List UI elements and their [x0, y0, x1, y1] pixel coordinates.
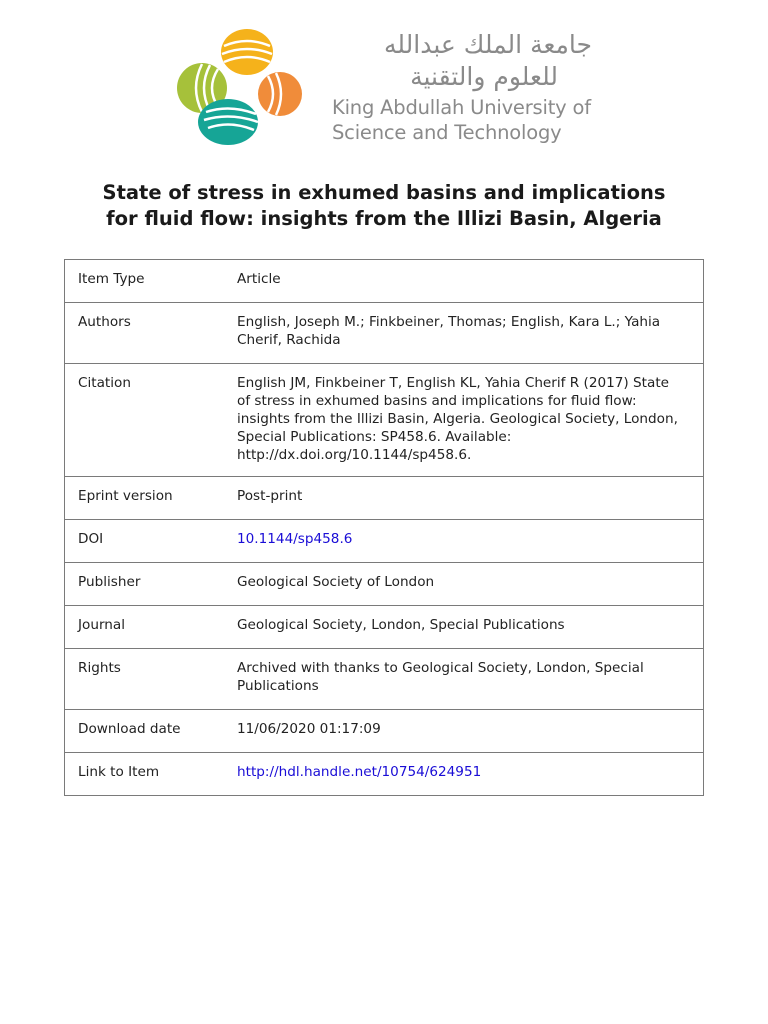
- row-label: Journal: [65, 606, 238, 649]
- table-row: [65, 753, 704, 796]
- arabic-university-name-line-2: للعلوم والتقنية: [410, 62, 558, 91]
- row-label: DOI: [65, 520, 238, 563]
- row-label: Eprint version: [65, 477, 238, 520]
- logo-petal-yellow: [221, 29, 273, 75]
- row-value: Article: [237, 260, 704, 303]
- row-label: Rights: [65, 649, 238, 710]
- row-label: Citation: [65, 364, 238, 477]
- row-value: English JM, Finkbeiner T, English KL, Yahia Cherif R (2017) State of stress in exhumed basins and implications for fluid flow: insights from the Illizi Basin, Algeria. Geological Society, London, Special Publications: SP458.6. Available: http://dx.doi.org/10.1144/sp458.6.: [237, 364, 704, 477]
- row-label: Item Type: [65, 260, 238, 303]
- row-value: Geological Society, London, Special Publications: [237, 606, 704, 649]
- university-name-line-1: King Abdullah University of: [332, 96, 591, 119]
- logo-petal-teal: [198, 99, 258, 145]
- logo-petal-orange: [258, 72, 302, 116]
- row-label: Download date: [65, 710, 238, 753]
- metadata-table: [64, 259, 704, 796]
- table-row: [65, 260, 704, 303]
- item-handle-link[interactable]: http://hdl.handle.net/10754/624951: [237, 764, 482, 780]
- row-value: Post-print: [237, 477, 704, 520]
- table-row: [65, 710, 704, 753]
- row-value: [237, 753, 704, 796]
- row-label: Publisher: [65, 563, 238, 606]
- row-value: Geological Society of London: [237, 563, 704, 606]
- table-row: [65, 563, 704, 606]
- table-row: [65, 477, 704, 520]
- row-value: Archived with thanks to Geological Society, London, Special Publications: [237, 649, 704, 710]
- university-name-line-2: Science and Technology: [332, 121, 562, 144]
- document-title-line-2: for fluid flow: insights from the Illizi Basin, Algeria: [106, 207, 662, 230]
- table-row: [65, 303, 704, 364]
- document-title-line-1: State of stress in exhumed basins and implications: [102, 181, 666, 204]
- row-value: English, Joseph M.; Finkbeiner, Thomas; English, Kara L.; Yahia Cherif, Rachida: [237, 303, 704, 364]
- doi-link[interactable]: 10.1144/sp458.6: [237, 531, 353, 547]
- table-row: [65, 649, 704, 710]
- table-row: [65, 364, 704, 477]
- kaust-logo-mark: [172, 22, 312, 150]
- row-label: Link to Item: [65, 753, 238, 796]
- arabic-university-name-line-1: جامعة الملك عبدالله: [383, 30, 592, 59]
- document-title: [64, 180, 704, 232]
- kaust-logo: [172, 22, 602, 150]
- row-label: Authors: [65, 303, 238, 364]
- row-value: 11/06/2020 01:17:09: [237, 710, 704, 753]
- row-value: [237, 520, 704, 563]
- table-row: [65, 606, 704, 649]
- table-row: [65, 520, 704, 563]
